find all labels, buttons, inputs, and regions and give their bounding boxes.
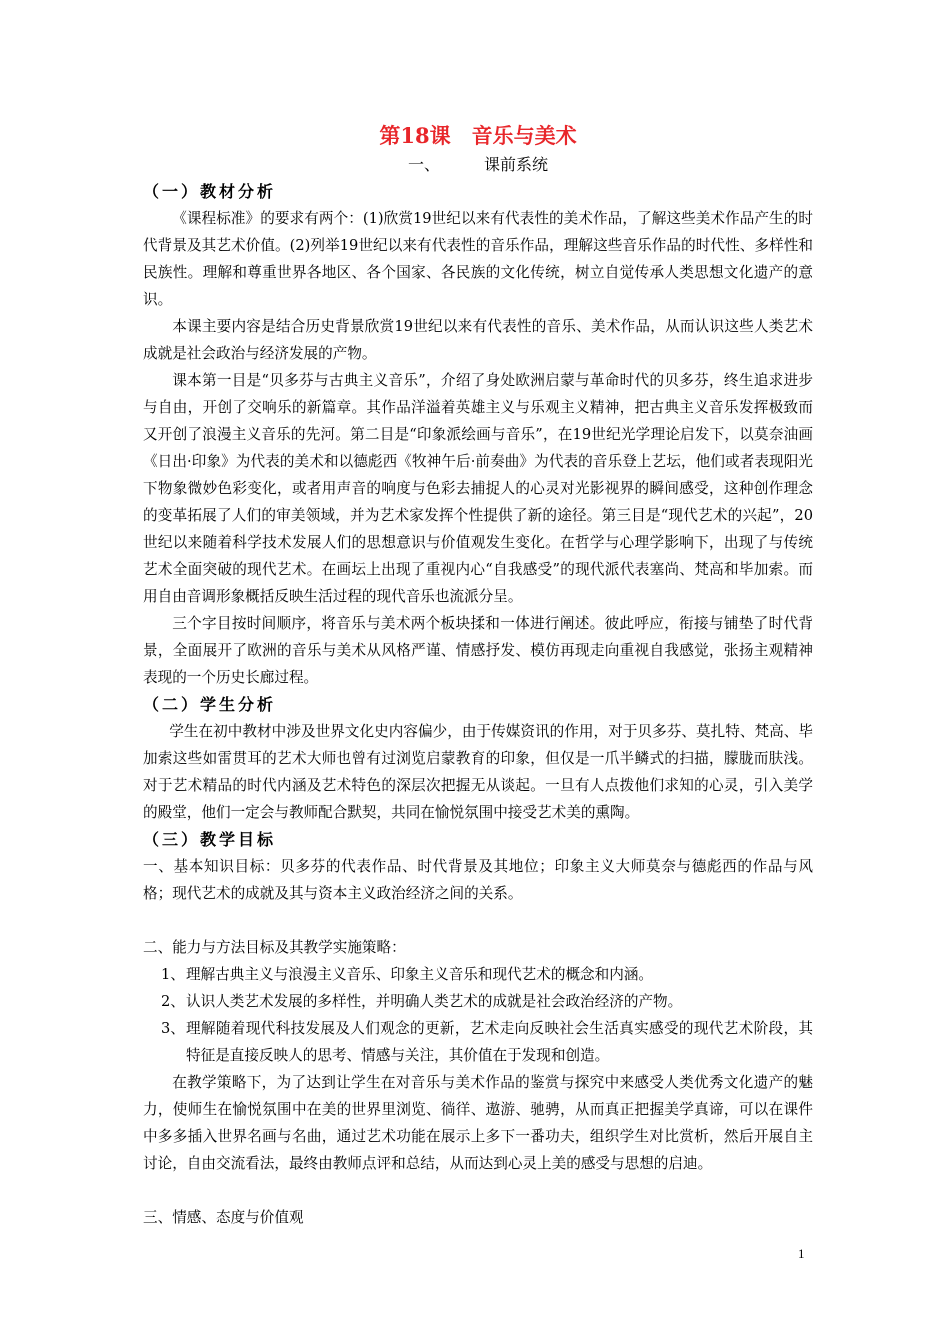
goal-ability-list (143, 961, 813, 1069)
list-marker: 2、 (161, 993, 185, 1010)
list-marker: 1、 (161, 966, 185, 983)
list-item-text: 理解随着现代科技发展及人们观念的更新，艺术走向反映社会生活真实感受的现代艺术阶段，其特征是直接反映人的思考、情感与关注，其价值在于发现和创造。 (186, 1020, 813, 1064)
part-heading (143, 152, 813, 178)
section-heading-teaching-goals: （三）教学目标 (143, 830, 277, 849)
list-marker: 3、 (161, 1020, 185, 1037)
section-heading-textbook-analysis: （一）教材分析 (143, 182, 277, 201)
page-number: 1 (798, 1246, 805, 1261)
paragraph: 《课程标准》的要求有两个：(1)欣赏19世纪以来有代表性的美术作品，了解这些美术作品产生的时代背景及其艺术价值。(2)列举19世纪以来有代表性的音乐作品，理解这些音乐作品的时代性、多样性和民族性。理解和尊重世界各地区、各个国家、各民族的文化传统，树立自觉传承人类思想文化遗产的意识。 (143, 210, 813, 308)
part-number: 一、 (407, 155, 440, 174)
list-item (143, 1015, 813, 1069)
lesson-title: 第18课 音乐与美术 (379, 123, 577, 148)
goal-knowledge: 一、基本知识目标：贝多芬的代表作品、时代背景及其地位；印象主义大师莫奈与德彪西的作品与风格；现代艺术的成就及其与资本主义政治经济之间的关系。 (143, 858, 813, 902)
section-heading-student-analysis: （二）学生分析 (143, 695, 277, 714)
teaching-strategy: 在教学策略下，为了达到让学生在对音乐与美术作品的鉴赏与探究中来感受人类优秀文化遗产的魅力，使师生在愉悦氛围中在美的世界里浏览、徜徉、遨游、驰骋，从而真正把握美学真谛，可以在课件中多多插入世界名画与名曲，通过艺术功能在展示上多下一番功夫，组织学生对比赏析，然后开展自主讨论，自由交流看法，最终由教师点评和总结，从而达到心灵上美的感受与思想的启迪。 (143, 1074, 813, 1172)
spacer (143, 1177, 813, 1204)
spacer (143, 907, 813, 934)
paragraph: 课本第一目是“贝多芬与古典主义音乐”，介绍了身处欧洲启蒙与革命时代的贝多芬，终生追求进步与自由，开创了交响乐的新篇章。其作品洋溢着英雄主义与乐观主义精神，把古典主义音乐发挥极致而又开创了浪漫主义音乐的先河。第二目是“印象派绘画与音乐”，在19世纪光学理论启发下，以莫奈油画《日出·印象》为代表的美术和以德彪西《牧神午后·前奏曲》为代表的音乐登上艺坛，他们或者表现阳光下物象微妙色彩变化，或者用声音的响度与色彩去捕捉人的心灵对光影视界的瞬间感受，这种创作理念的变革拓展了人们的审美领域，并为艺术家发挥个性提供了新的途径。第三目是“现代艺术的兴起”，20世纪以来随着科学技术发展人们的思想意识与价值观发生变化。在哲学与心理学影响下，出现了与传统艺术全面突破的现代艺术。在画坛上出现了重视内心“自我感受”的现代派代表塞尚、梵高和毕加索。而用自由音调形象概括反映生活过程的现代音乐也流派分呈。 (143, 372, 813, 605)
part-title: 课前系统 (484, 155, 549, 174)
list-item (143, 988, 813, 1015)
paragraph: 本课主要内容是结合历史背景欣赏19世纪以来有代表性的音乐、美术作品，从而认识这些人类艺术成就是社会政治与经济发展的产物。 (143, 318, 813, 362)
goal-values-title: 三、情感、态度与价值观 (143, 1209, 304, 1226)
list-item-text: 理解古典主义与浪漫主义音乐、印象主义音乐和现代艺术的概念和内涵。 (186, 966, 654, 983)
list-item (143, 961, 813, 988)
list-item-text: 认识人类艺术发展的多样性，并明确人类艺术的成就是社会政治经济的产物。 (186, 993, 683, 1010)
goal-ability-title: 二、能力与方法目标及其教学实施策略： (143, 939, 406, 956)
paragraph: 学生在初中教材中涉及世界文化史内容偏少，由于传媒资讯的作用，对于贝多芬、莫扎特、梵高、毕加索这些如雷贯耳的艺术大师也曾有过浏览启蒙教育的印象，但仅是一爪半鳞式的扫描，朦胧而肤浅。对于艺术精品的时代内涵及艺术特色的深层次把握无从谈起。一旦有人点拨他们求知的心灵，引入美学的殿堂，他们一定会与教师配合默契，共同在愉悦氛围中接受艺术美的熏陶。 (143, 723, 813, 821)
paragraph: 三个字目按时间顺序，将音乐与美术两个板块揉和一体进行阐述。彼此呼应，衔接与铺垫了时代背景，全面展开了欧洲的音乐与美术从风格严谨、情感抒发、模仿再现走向重视自我感觉，张扬主观精神表现的一个历史长廊过程。 (143, 615, 813, 686)
document-body (143, 120, 813, 1231)
